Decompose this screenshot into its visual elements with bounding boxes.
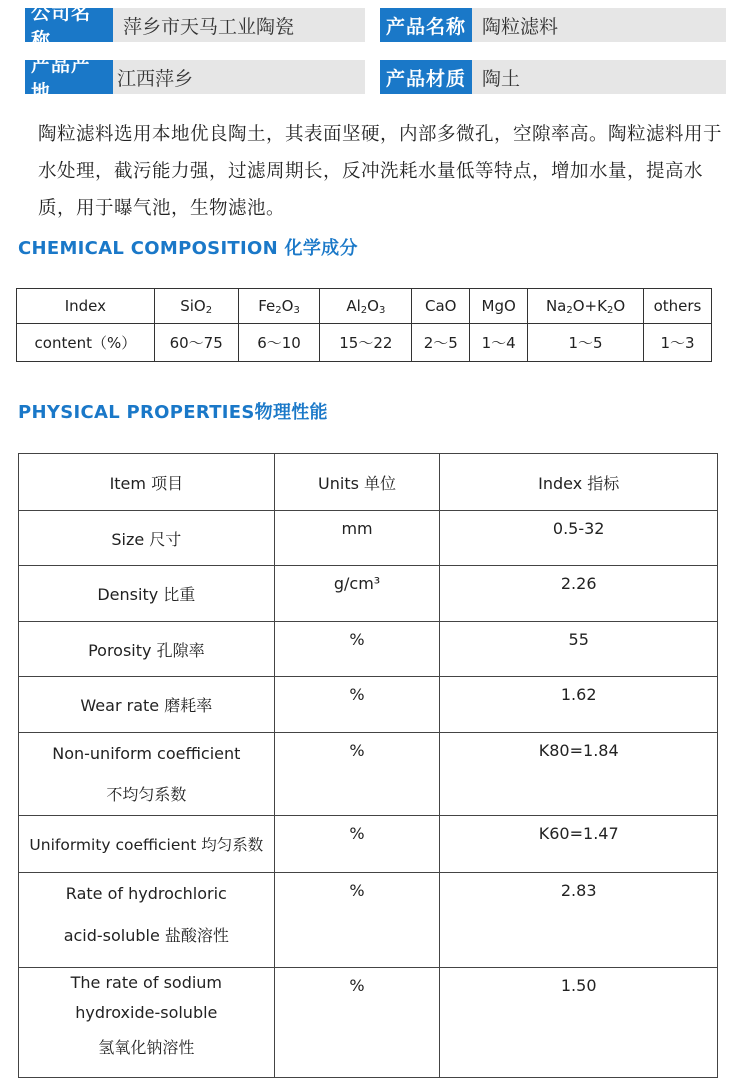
chemical-content-label: content（%） bbox=[17, 324, 155, 362]
value-cell: 2.83 bbox=[440, 873, 718, 968]
index-header: Index 指标 bbox=[440, 454, 718, 511]
formula-text: O bbox=[367, 296, 379, 315]
item-header: Item 项目 bbox=[19, 454, 275, 511]
chemical-header-cell bbox=[320, 289, 412, 324]
chemical-content-row bbox=[17, 324, 712, 362]
value-cell: 1.50 bbox=[440, 968, 718, 1078]
company-label: 公司名称 bbox=[25, 8, 113, 42]
unit-cell: mm bbox=[274, 511, 440, 566]
physical-section-title: PHYSICAL PROPERTIES物理性能 bbox=[18, 402, 328, 423]
physical-row-non-uniform bbox=[19, 733, 718, 816]
chemical-header-row bbox=[17, 289, 712, 324]
formula-text: O+K bbox=[572, 296, 607, 315]
unit-cell: % bbox=[274, 677, 440, 733]
formula-text: others bbox=[653, 297, 702, 315]
item-cell: The rate of sodium hydroxide-soluble 氢氧化钠溶性 bbox=[19, 968, 275, 1078]
physical-row-size bbox=[19, 511, 718, 566]
product-name-value: 陶粒滤料 bbox=[472, 8, 726, 42]
chemical-table bbox=[16, 288, 712, 362]
chemical-header-cell bbox=[528, 289, 644, 324]
item-cell: Size 尺寸 bbox=[19, 511, 275, 566]
chemical-header-cell bbox=[643, 289, 711, 324]
chemical-value-cell: 1～5 bbox=[528, 324, 644, 362]
unit-cell: g/cm³ bbox=[274, 566, 440, 622]
chemical-header-cell bbox=[154, 289, 238, 324]
value-cell: 1.62 bbox=[440, 677, 718, 733]
material-value: 陶土 bbox=[472, 60, 726, 94]
physical-row-hydrochloric bbox=[19, 873, 718, 968]
physical-row-uniformity bbox=[19, 816, 718, 873]
item-cell: Wear rate 磨耗率 bbox=[19, 677, 275, 733]
formula-subscript: 2 bbox=[205, 304, 213, 316]
value-cell: 55 bbox=[440, 622, 718, 677]
item-cell: Porosity 孔隙率 bbox=[19, 622, 275, 677]
physical-row-porosity bbox=[19, 622, 718, 677]
formula-subscript: 3 bbox=[378, 304, 386, 316]
chemical-value-cell: 1～3 bbox=[643, 324, 711, 362]
item-cell: Uniformity coefficient 均匀系数 bbox=[19, 816, 275, 873]
formula-text: SiO bbox=[180, 296, 206, 315]
company-row bbox=[25, 2, 365, 51]
unit-cell: % bbox=[274, 873, 440, 968]
physical-row-sodium-hydroxide bbox=[19, 968, 718, 1078]
formula-subscript: 2 bbox=[275, 304, 282, 316]
chemical-value-cell: 6～10 bbox=[238, 324, 320, 362]
physical-row-density bbox=[19, 566, 718, 622]
chemical-value-cell: 60～75 bbox=[154, 324, 238, 362]
formula-text: O bbox=[613, 296, 626, 315]
chemical-value-cell: 15～22 bbox=[320, 324, 412, 362]
product-name-label: 产品名称 bbox=[380, 8, 472, 42]
item-cell: Density 比重 bbox=[19, 566, 275, 622]
formula-subscript: 2 bbox=[606, 304, 614, 316]
formula-text: MgO bbox=[481, 297, 516, 315]
formula-subscript: 3 bbox=[293, 304, 300, 316]
formula-text: Al bbox=[346, 296, 361, 315]
value-cell: 2.26 bbox=[440, 566, 718, 622]
formula-subscript: 2 bbox=[566, 304, 573, 316]
formula-text: CaO bbox=[424, 297, 457, 315]
formula-text: O bbox=[281, 296, 294, 315]
chemical-header-cell bbox=[470, 289, 528, 324]
physical-row-wear-rate bbox=[19, 677, 718, 733]
chemical-header-cell bbox=[238, 289, 320, 324]
chemical-value-cell: 2～5 bbox=[412, 324, 470, 362]
origin-value: 江西萍乡 bbox=[113, 60, 365, 94]
value-cell: K80=1.84 bbox=[440, 733, 718, 816]
formula-text: Fe bbox=[258, 296, 276, 315]
company-value: 萍乡市天马工业陶瓷 bbox=[113, 8, 365, 42]
product-name-row bbox=[380, 8, 726, 42]
item-cell: Rate of hydrochloric acid-soluble 盐酸溶性 bbox=[19, 873, 275, 968]
unit-cell: % bbox=[274, 968, 440, 1078]
chemical-section-title: CHEMICAL COMPOSITION 化学成分 bbox=[18, 238, 358, 259]
physical-table bbox=[18, 453, 718, 1078]
physical-header-row bbox=[19, 454, 718, 511]
product-description: 陶粒滤料选用本地优良陶土，其表面坚硬，内部多微孔，空隙率高。陶粒滤料用于水处理，截污能力强，过滤周期长，反冲洗耗水量低等特点，增加水量，提高水质，用于曝气池，生物滤池。 bbox=[38, 124, 723, 219]
units-header: Units 单位 bbox=[274, 454, 440, 511]
origin-row bbox=[25, 54, 365, 103]
material-label: 产品材质 bbox=[380, 60, 472, 94]
value-cell: K60=1.47 bbox=[440, 816, 718, 873]
formula-text: Na bbox=[545, 296, 567, 315]
chemical-index-header: Index bbox=[17, 289, 155, 324]
unit-cell: % bbox=[274, 816, 440, 873]
material-row bbox=[380, 60, 726, 94]
formula-subscript: 2 bbox=[360, 304, 368, 316]
value-cell: 0.5-32 bbox=[440, 511, 718, 566]
unit-cell: % bbox=[274, 622, 440, 677]
origin-label: 产品产地 bbox=[25, 60, 113, 94]
chemical-header-cell bbox=[412, 289, 470, 324]
unit-cell: % bbox=[274, 733, 440, 816]
item-cell: Non-uniform coefficient 不均匀系数 bbox=[19, 733, 275, 816]
chemical-value-cell: 1～4 bbox=[470, 324, 528, 362]
